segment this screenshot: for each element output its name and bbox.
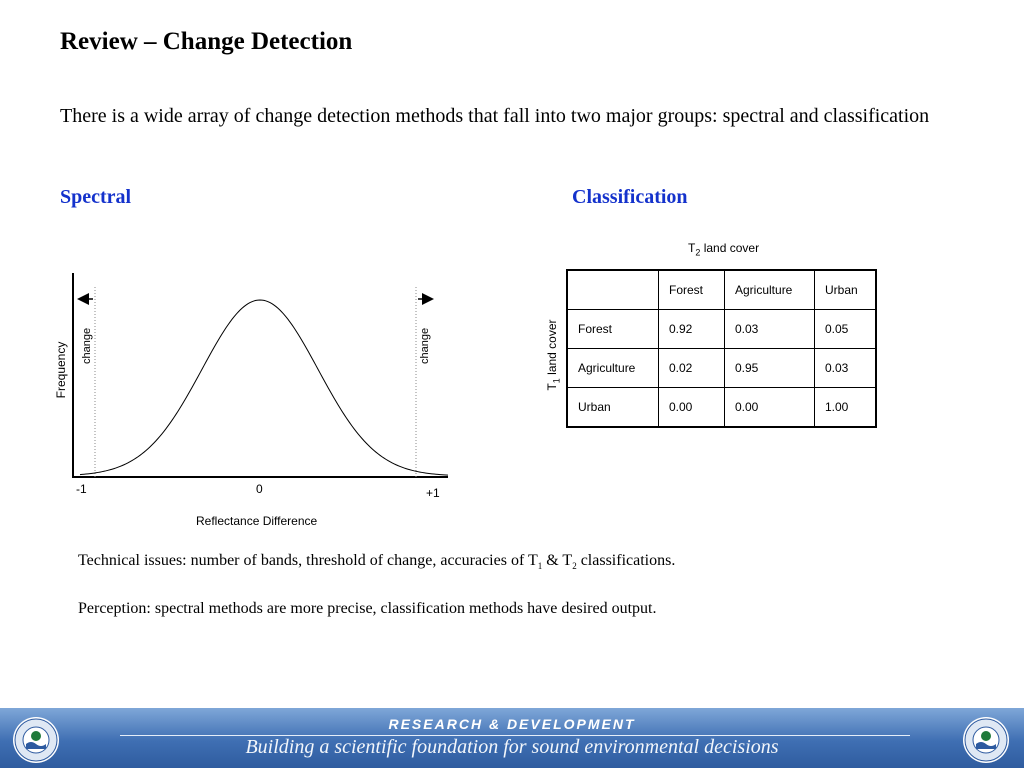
row-header: Agriculture <box>567 349 659 388</box>
footer-banner <box>0 708 1024 768</box>
table-header-row <box>567 270 876 310</box>
tick-label-plus-one: +1 <box>426 486 440 500</box>
spectral-heading: Spectral <box>60 186 132 208</box>
table-cell: 0.00 <box>725 388 815 428</box>
epa-seal-icon <box>962 716 1010 764</box>
row-header: Urban <box>567 388 659 428</box>
x-axis-label: Reflectance Difference <box>196 514 318 528</box>
table-cell: 0.92 <box>659 310 725 349</box>
table-cell: 0.03 <box>725 310 815 349</box>
table-row <box>567 388 876 428</box>
table-cell: 0.05 <box>815 310 877 349</box>
table-cell: 0.02 <box>659 349 725 388</box>
slide-title: Review – Change Detection <box>60 28 353 55</box>
t1-land-cover-label: $T_1$ land cover <box>545 319 562 391</box>
table-corner-cell <box>567 270 659 310</box>
spectral-distribution-chart <box>50 262 460 492</box>
footer-research-development: RESEARCH & DEVELOPMENT <box>388 716 636 732</box>
column-header: Urban <box>815 270 877 310</box>
technical-issues-note: Technical issues: number of bands, threshold of change, accuracies of $T_1$ & $T_2$ classifications. <box>78 552 676 572</box>
perception-note: Perception: spectral methods are more precise, classification methods have desired output. <box>78 600 657 617</box>
column-header: Forest <box>659 270 725 310</box>
footer-tagline: Building a scientific foundation for sound environmental decisions <box>245 736 779 758</box>
table-row <box>567 310 876 349</box>
table-cell: 0.00 <box>659 388 725 428</box>
table-cell: 0.95 <box>725 349 815 388</box>
column-header: Agriculture <box>725 270 815 310</box>
t2-land-cover-label: $T_2$ land cover <box>688 241 760 258</box>
table-cell: 0.03 <box>815 349 877 388</box>
classification-heading: Classification <box>572 186 688 208</box>
table-cell: 1.00 <box>815 388 877 428</box>
distribution-curve <box>80 300 448 475</box>
intro-text: There is a wide array of change detection methods that fall into two major groups: spectral and classification <box>60 105 930 127</box>
row-header: Forest <box>567 310 659 349</box>
change-label-right: change <box>419 327 431 364</box>
tick-label-zero: 0 <box>256 482 263 496</box>
confusion-matrix-table <box>566 269 877 428</box>
change-label-left: change <box>81 327 93 364</box>
table-row <box>567 349 876 388</box>
y-axis-label: Frequency <box>54 341 68 399</box>
tick-label-minus-one: -1 <box>76 482 87 496</box>
